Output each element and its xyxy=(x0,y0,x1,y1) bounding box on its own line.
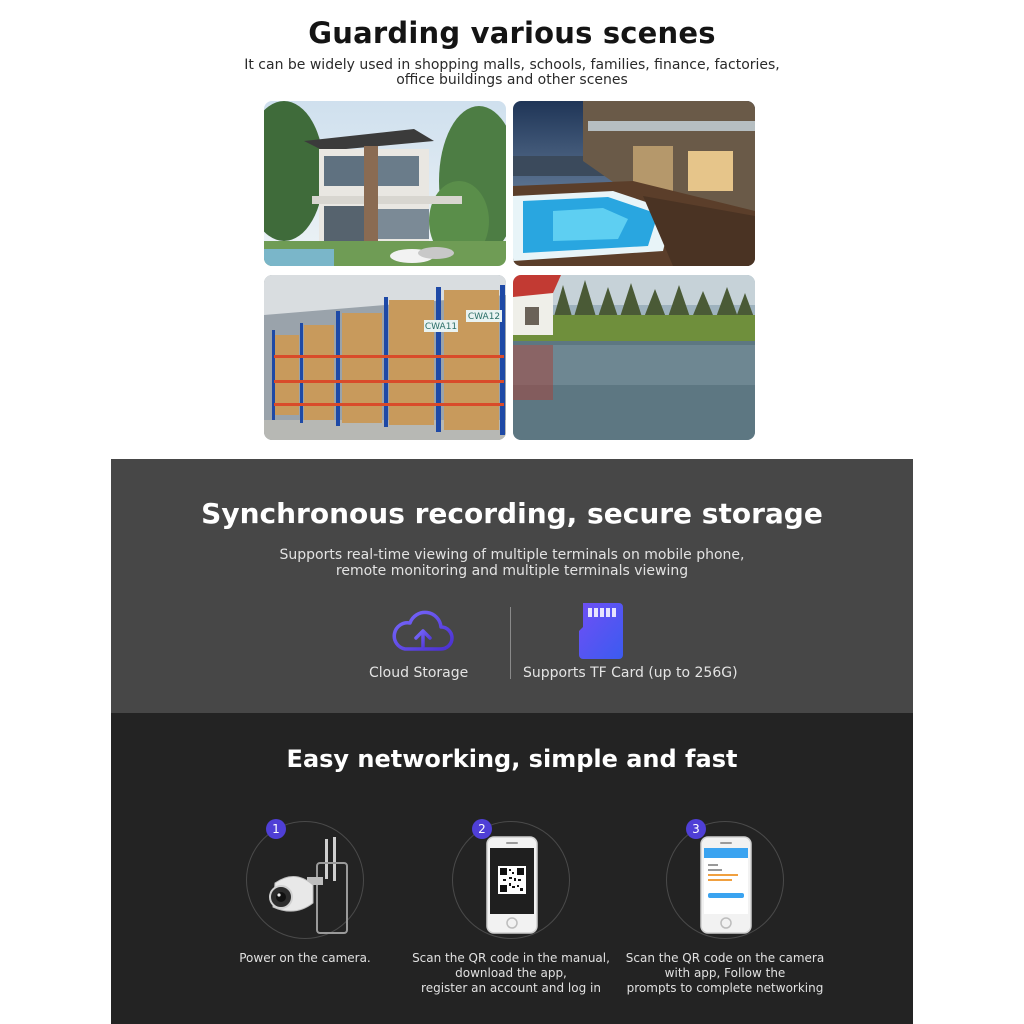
scenes-section xyxy=(0,0,1024,459)
step-3-number-badge: 3 xyxy=(686,819,706,839)
storage-section xyxy=(111,459,913,713)
phone-qr-icon xyxy=(461,833,561,937)
step-2-text-line-1: Scan the QR code in the manual, xyxy=(412,951,610,965)
step-1 xyxy=(195,817,415,1017)
step-3-text-line-1: Scan the QR code on the camera xyxy=(625,951,825,965)
step-1-description xyxy=(185,951,425,966)
networking-title: Easy networking, simple and fast xyxy=(286,745,738,773)
step-1-text-line-1: Power on the camera. xyxy=(239,951,371,965)
storage-subtitle xyxy=(241,547,783,579)
scenes-subtitle-line-1: It can be widely used in shopping malls, schools, families, finance, factories, xyxy=(244,57,780,73)
step-2-text-line-2: download the app, xyxy=(455,966,567,980)
cloud-upload-icon xyxy=(391,609,455,655)
scenes-subtitle-line-2: office buildings and other scenes xyxy=(396,72,628,88)
step-2 xyxy=(401,817,621,1017)
scenes-title: Guarding various scenes xyxy=(308,16,716,50)
storage-title: Synchronous recording, secure storage xyxy=(201,497,823,530)
camera-icon xyxy=(255,833,355,937)
cloud-storage-label: Cloud Storage xyxy=(369,665,469,681)
step-3-text-line-2: with app, Follow the xyxy=(664,966,786,980)
villa-photo xyxy=(264,101,506,266)
step-2-number-badge: 2 xyxy=(472,819,492,839)
step-3 xyxy=(615,817,835,1017)
warehouse-sign-2: CWA12 xyxy=(467,312,501,322)
phone-app-icon xyxy=(675,833,775,937)
feature-divider xyxy=(510,607,511,679)
pool-deck-photo xyxy=(513,101,755,266)
warehouse-sign-1: CWA11 xyxy=(424,322,458,332)
storage-subtitle-line-2: remote monitoring and multiple terminals viewing xyxy=(335,563,689,579)
step-2-text-line-3: register an account and log in xyxy=(421,981,601,995)
step-1-number-badge: 1 xyxy=(266,819,286,839)
scenes-subtitle xyxy=(232,58,792,88)
step-3-text-line-3: prompts to complete networking xyxy=(626,981,824,995)
tf-card-label: Supports TF Card (up to 256G) xyxy=(523,665,738,681)
lakeside-photo xyxy=(513,275,755,440)
tf-card-icon xyxy=(577,601,625,659)
storage-subtitle-line-1: Supports real-time viewing of multiple terminals on mobile phone, xyxy=(279,547,745,563)
warehouse-photo xyxy=(264,275,506,440)
step-3-description xyxy=(605,951,845,996)
networking-section xyxy=(111,713,913,1024)
step-2-description xyxy=(391,951,631,996)
